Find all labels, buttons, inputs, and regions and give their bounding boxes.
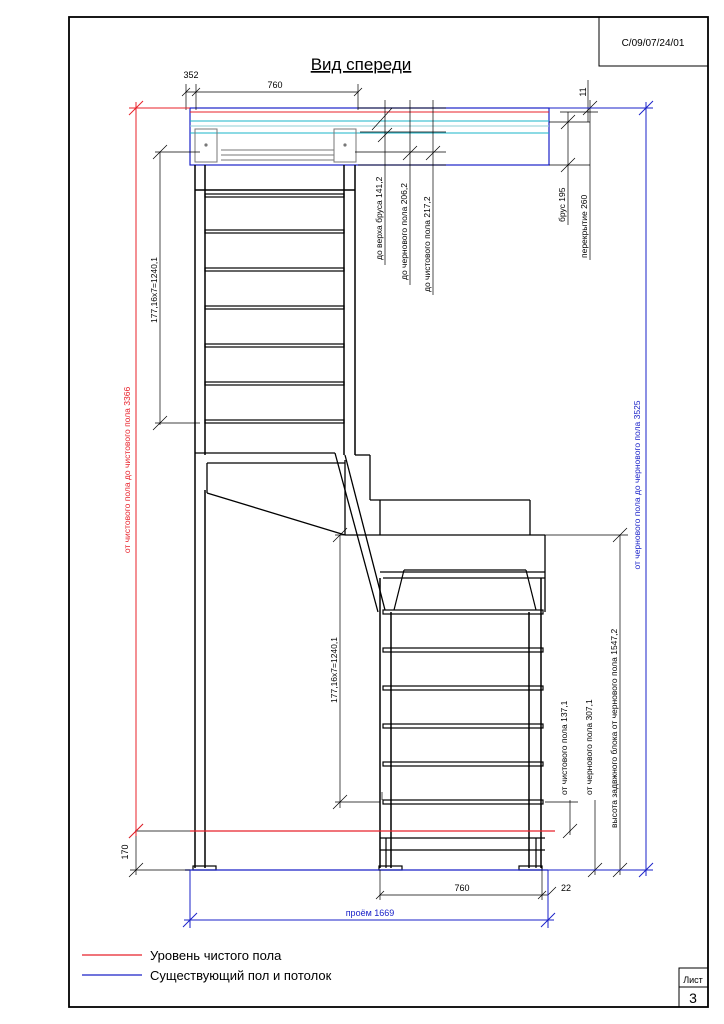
legend-label-clean-floor: Уровень чистого пола xyxy=(150,948,282,963)
sheet-label: Лист xyxy=(683,975,703,985)
dim-from-rough-floor: от чернового пола 307,1 xyxy=(584,699,594,795)
dim-to-clean-floor: до чистового пола 217,2 xyxy=(422,196,432,292)
dim-left-170: 170 xyxy=(120,844,130,860)
red-dimension xyxy=(129,101,190,838)
sheet-number: 3 xyxy=(689,990,697,1006)
dim-block-height: высота задвжного блока от чернового пола 1547,2 xyxy=(609,628,619,828)
legend xyxy=(82,948,332,983)
dim-opening: проём 1669 xyxy=(345,908,395,918)
dim-bottom-22: 22 xyxy=(560,883,572,893)
drawing-title: Вид спереди xyxy=(310,55,412,74)
legend-label-existing-floor: Существующий пол и потолок xyxy=(150,968,332,983)
dim-to-beam-top: до верха бруса 141,2 xyxy=(374,176,384,260)
dim-rough-to-rough: от чернового пола до чернового пола 3525 xyxy=(632,400,642,570)
dim-right-11: 11 xyxy=(578,87,588,97)
dim-upper-flight: 177,16х7=1240,1 xyxy=(149,257,159,323)
dim-lower-flight: 177,16х7=1240,1 xyxy=(329,637,339,703)
dim-clean-to-clean: от чистового пола до чистового пола 3366 xyxy=(122,386,132,554)
dim-to-rough-floor: до чернового пола 206,2 xyxy=(399,183,409,280)
dim-top-352: 352 xyxy=(183,70,199,80)
dim-from-clean-floor: от чистового пола 137,1 xyxy=(559,700,569,795)
dim-top-760: 760 xyxy=(267,80,283,90)
upper-flight xyxy=(195,165,355,490)
landing-section xyxy=(195,453,545,612)
dim-ceiling: перекрытие 260 xyxy=(579,194,589,258)
dim-beam: брус 195 xyxy=(557,187,567,222)
ceiling-slab xyxy=(190,108,549,165)
drawing-code: С/09/07/24/01 xyxy=(621,38,685,49)
dim-bottom-760: 760 xyxy=(454,883,470,893)
